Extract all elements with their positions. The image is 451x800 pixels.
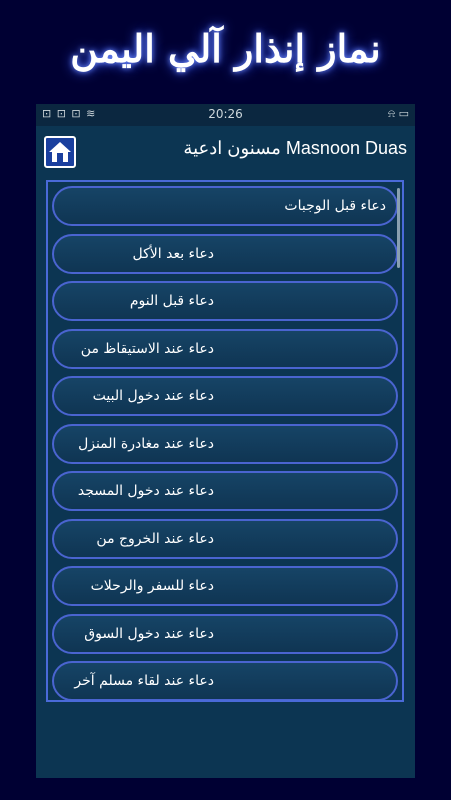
dua-item-label: دعاء بعد الأكل <box>132 245 214 262</box>
app-title: مسنون ادعية Masnoon Duas <box>183 138 407 158</box>
dua-list-item[interactable] <box>52 566 398 606</box>
list-scrollbar[interactable] <box>397 188 400 268</box>
dua-item-label: دعاء عند مغادرة المنزل <box>78 435 214 452</box>
status-right-icons: ⍾ ▭ <box>387 107 409 120</box>
home-icon[interactable] <box>44 136 76 168</box>
dua-list-item[interactable] <box>52 376 398 416</box>
dua-list-item[interactable] <box>52 281 398 321</box>
status-time: 20:26 <box>208 107 243 121</box>
dua-list-item[interactable] <box>52 471 398 511</box>
dua-item-label: دعاء عند دخول البيت <box>92 388 214 404</box>
dua-item-label: دعاء عند الخروج من <box>96 530 214 547</box>
dua-list-item[interactable] <box>52 519 398 559</box>
dua-item-label: دعاء قبل الوجبات <box>284 198 386 214</box>
dua-list-item[interactable] <box>52 424 398 464</box>
status-bar <box>36 104 415 126</box>
dua-list-item[interactable] <box>52 329 398 369</box>
dua-item-label: دعاء للسفر والرحلات <box>90 578 214 594</box>
dua-list-item[interactable] <box>52 614 398 654</box>
dua-item-label: دعاء قبل النوم <box>129 293 214 309</box>
dua-item-label: دعاء عند لقاء مسلم آخر <box>74 673 214 689</box>
banner-title: نماز إنذار آلي اليمن <box>70 26 381 71</box>
phone-screen <box>36 104 415 778</box>
dua-list-item[interactable] <box>52 234 398 274</box>
status-left-icons: ⊡ ⊡ ⊡ ≋ <box>42 107 97 120</box>
dua-list-item[interactable] <box>52 186 398 226</box>
dua-list-item[interactable] <box>52 661 398 701</box>
dua-item-label: دعاء عند دخول السوق <box>84 625 214 642</box>
dua-item-label: دعاء عند دخول المسجد <box>77 483 214 499</box>
dua-list[interactable] <box>46 180 404 702</box>
app-bar <box>36 126 415 178</box>
home-icon-glyph <box>46 138 74 166</box>
dua-item-label: دعاء عند الاستيقاظ من <box>80 340 214 357</box>
